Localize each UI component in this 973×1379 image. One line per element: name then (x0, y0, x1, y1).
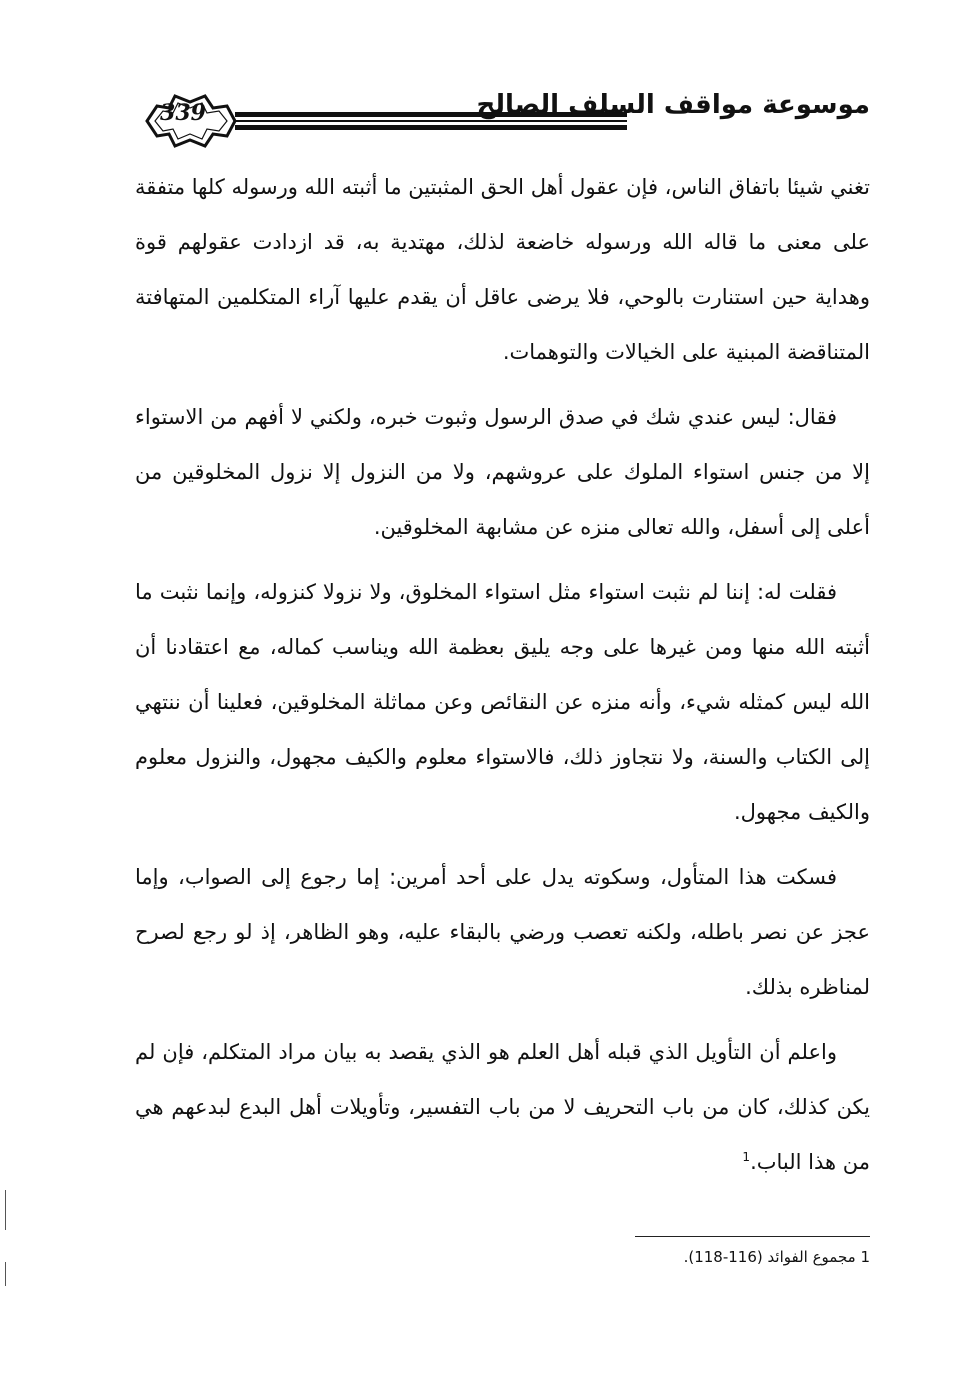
footnote-reference[interactable]: 1 (742, 1150, 751, 1164)
page-body (135, 160, 870, 1200)
paragraph: فسكت هذا المتأول، وسكوته يدل على أحد أمرين: إما رجوع إلى الصواب، وإما عجز عن نصر باطله، ولكنه تعصب ورضي بالبقاء عليه، وهو الظاهر، إذ لو رجع لصرح لمناظره بذلك. (135, 865, 870, 999)
page-number: 339 (160, 100, 206, 126)
page-header (135, 84, 870, 158)
paragraph-last (135, 1025, 870, 1190)
paragraph: تغني شيئا باتفاق الناس، فإن عقول أهل الحق المثبتين ما أثبته الله ورسوله كلها متفقة على معنى ما قاله الله ورسوله خاضعة لذلك، مهتدية به، قد ازدادت عقولهم قوة وهداية حين استنارت بالوحي، فلا يرضى عاقل أن يقدم عليها آراء المتكلمين المتهافتة المتناقضة المبنية على الخيالات والتوهمات. (135, 175, 870, 364)
scan-margin-mark (5, 1190, 6, 1230)
paragraph: فقال: ليس عندي شك في صدق الرسول وثبوت خبره، ولكني لا أفهم من الاستواء إلا من جنس استواء الملوك على عروشهم، ولا من النزول إلا نزول المخلوقين من أعلى إلى أسفل، والله تعالى منزه عن مشابهة المخلوقين. (135, 405, 870, 539)
paragraph-text: واعلم أن التأويل الذي قبله أهل العلم هو الذي يقصد به بيان مراد المتكلم، فإن لم يكن كذلك، كان من باب التحريف لا من باب التفسير، وتأويلات أهل البدع لبدعهم هي من هذا الباب. (135, 1040, 870, 1174)
footnote-divider (635, 1236, 870, 1237)
scan-margin-mark (5, 1262, 6, 1286)
footnote: 1 مجموع الفوائد (116-118). (683, 1248, 870, 1266)
book-title: موسوعة مواقف السلف الصالح (476, 90, 870, 120)
paragraph: فقلت له: إننا لم نثبت استواء مثل استواء المخلوق، ولا نزولا كنزوله، وإنما نثبت ما أثبته الله منها ومن غيرها على وجه يليق بعظمة الله ويناسب كماله، مع اعتقادنا أن الله ليس كمثله شيء، وأنه منزه عن النقائص وعن مماثلة المخلوقين، فعلينا أن ننتهي إلى الكتاب والسنة، ولا نتجاوز ذلك، فالاستواء معلوم والكيف مجهول، والنزول معلوم والكيف مجهول. (135, 580, 870, 824)
